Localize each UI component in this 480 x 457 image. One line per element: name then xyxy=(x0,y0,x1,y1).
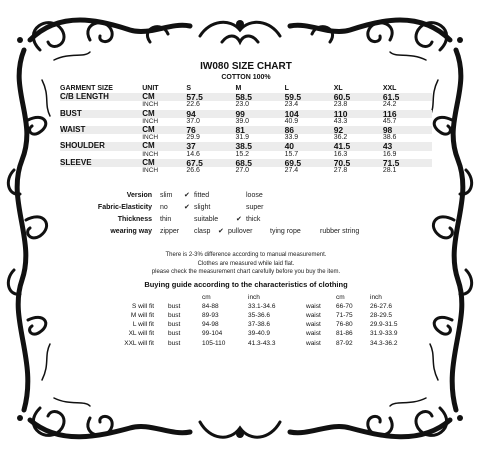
guide-cell: 29.9-31.5 xyxy=(370,321,398,329)
guide-row xyxy=(90,339,397,348)
inch-value: 24.2 xyxy=(382,101,397,109)
garment-name: WAIST xyxy=(60,126,142,134)
unit-label: INCH xyxy=(142,101,159,109)
guide-header xyxy=(90,293,397,302)
header-size: M xyxy=(235,85,242,93)
cm-value: 99 xyxy=(235,110,284,118)
inch-value: 36.2 xyxy=(333,134,348,142)
table-row xyxy=(60,93,432,101)
header-size: XL xyxy=(333,85,343,93)
cm-value: 70.5 xyxy=(334,159,383,167)
guide-cell: 99-104 xyxy=(202,330,223,338)
guide-cell: 76-80 xyxy=(336,321,353,329)
guide-cell: 34.3-36.2 xyxy=(370,339,398,347)
cm-value: 71.5 xyxy=(383,159,432,167)
inch-value: 23.0 xyxy=(235,101,250,109)
inch-value: 29.9 xyxy=(186,134,200,142)
note-line: Clothes are measured while laid flat. xyxy=(197,260,295,267)
inch-value: 40.9 xyxy=(284,117,299,125)
option-text: slight xyxy=(194,203,211,211)
guide-cell xyxy=(306,293,336,302)
measurement-notes xyxy=(60,251,432,277)
guide-cell: bust xyxy=(168,312,181,320)
inch-value: 39.0 xyxy=(235,117,250,125)
table-row xyxy=(60,167,432,175)
guide-cell: 66-70 xyxy=(336,302,353,310)
guide-row xyxy=(90,302,397,311)
guide-cell xyxy=(168,293,202,302)
option-text: rubber string xyxy=(320,227,360,235)
option-text: zipper xyxy=(160,227,180,235)
cm-value: 37 xyxy=(186,142,235,150)
header-size: XXL xyxy=(382,85,397,93)
cm-value: 110 xyxy=(334,110,383,118)
cm-value: 76 xyxy=(186,126,235,134)
table-row xyxy=(60,126,432,134)
guide-cell: waist xyxy=(306,312,321,320)
cm-value: 60.5 xyxy=(334,93,383,101)
unit-label: INCH xyxy=(142,166,159,174)
cm-value: 86 xyxy=(285,126,334,134)
feature-row-version xyxy=(60,189,432,201)
inch-value: 31.9 xyxy=(235,134,250,142)
guide-cell: 105-110 xyxy=(202,339,226,347)
guide-cell: L will fit xyxy=(132,321,154,329)
guide-cell: 71-75 xyxy=(336,312,353,320)
option-text: tying rope xyxy=(270,227,301,235)
unit-label: INCH xyxy=(142,150,159,158)
table-row xyxy=(60,118,432,126)
inch-value: 22.6 xyxy=(186,101,200,109)
cm-value: 67.5 xyxy=(186,159,235,167)
option-text: suitable xyxy=(194,215,219,223)
option-text: loose xyxy=(246,191,263,199)
header-size: S xyxy=(186,85,191,93)
table-row xyxy=(60,159,432,167)
feature-row-elasticity xyxy=(60,201,432,213)
cm-value: 59.5 xyxy=(285,93,334,101)
material-label: COTTON 100% xyxy=(221,74,271,81)
option-text: thin xyxy=(160,215,172,223)
note-line: please check the measurement chart carefully before you buy the item. xyxy=(151,269,341,276)
guide-cell: bust xyxy=(168,302,181,310)
cm-value: 69.5 xyxy=(285,159,334,167)
guide-row xyxy=(90,320,397,329)
garment-name: SLEEVE xyxy=(60,159,142,167)
feature-label: Thickness xyxy=(117,215,152,223)
header-garment: GARMENT SIZE xyxy=(60,85,113,93)
guide-cell xyxy=(90,293,168,302)
inch-value: 15.2 xyxy=(235,150,250,158)
cm-value: 98 xyxy=(383,126,432,134)
guide-cell: XL will fit xyxy=(128,330,154,338)
guide-cell: 94-98 xyxy=(202,321,219,329)
guide-cell: bust xyxy=(168,321,181,329)
guide-cell: inch xyxy=(370,293,382,301)
check-icon: ✔ xyxy=(184,204,190,212)
guide-cell: XXL will fit xyxy=(124,339,154,347)
page-title: IW080 SIZE CHART xyxy=(200,61,292,72)
check-icon: ✔ xyxy=(184,192,190,200)
inch-value: 23.8 xyxy=(333,101,348,109)
inch-value: 16.9 xyxy=(382,150,397,158)
cm-value: 104 xyxy=(285,110,334,118)
guide-cell: waist xyxy=(306,339,321,347)
option-text: no xyxy=(160,203,168,211)
feature-label: wearing way xyxy=(110,227,152,235)
header-unit: UNIT xyxy=(142,85,159,93)
buying-guide-title: Buying guide according to the characteristics of clothing xyxy=(144,279,348,289)
cm-value: 58.5 xyxy=(235,93,284,101)
guide-cell: 84-88 xyxy=(202,302,219,310)
guide-cell: 37-38.6 xyxy=(248,321,271,329)
inch-value: 38.6 xyxy=(382,134,397,142)
unit-label: CM xyxy=(142,110,186,118)
garment-name: C/B LENGTH xyxy=(60,93,142,101)
cm-value: 61.5 xyxy=(383,93,432,101)
inch-value: 16.3 xyxy=(333,150,348,158)
cm-value: 57.5 xyxy=(186,93,235,101)
guide-row xyxy=(90,311,397,320)
note-line: There is 2-3% difference according to manual measurement. xyxy=(165,252,327,259)
guide-cell: 35-36.6 xyxy=(248,312,271,320)
guide-cell: cm xyxy=(336,293,345,301)
buying-guide-table xyxy=(90,293,397,348)
cm-value: 116 xyxy=(383,110,432,118)
guide-cell: 26-27.6 xyxy=(370,302,393,310)
inch-value: 45.7 xyxy=(382,117,397,125)
inch-value: 28.1 xyxy=(382,166,397,174)
garment-name: BUST xyxy=(60,110,142,118)
guide-cell: waist xyxy=(306,330,321,338)
inch-value: 23.4 xyxy=(284,101,299,109)
option-text: super xyxy=(246,203,264,211)
feature-row-wearing-way xyxy=(60,225,432,237)
feature-list xyxy=(60,189,432,237)
guide-cell: 31.9-33.9 xyxy=(370,330,398,338)
inch-value: 43.3 xyxy=(333,117,348,125)
guide-cell: 28-29.5 xyxy=(370,312,393,320)
feature-label: Version xyxy=(126,191,152,199)
feature-label: Fabric-Elasticity xyxy=(97,203,152,211)
table-row xyxy=(60,110,432,118)
guide-cell: waist xyxy=(306,302,321,310)
table-row xyxy=(60,101,432,109)
chart-content xyxy=(60,58,432,403)
cm-value: 40 xyxy=(285,142,334,150)
unit-label: CM xyxy=(142,159,186,167)
option-text: pullover xyxy=(228,227,253,235)
unit-label: INCH xyxy=(142,117,159,125)
guide-cell: 39-40.9 xyxy=(248,330,271,338)
guide-cell: M will fit xyxy=(130,312,154,320)
option-text: clasp xyxy=(194,227,211,235)
option-text: slim xyxy=(160,191,173,199)
guide-cell: 33.1-34.6 xyxy=(248,302,276,310)
inch-value: 27.0 xyxy=(235,166,250,174)
check-icon: ✔ xyxy=(236,216,242,224)
cm-value: 68.5 xyxy=(235,159,284,167)
guide-cell: S will fit xyxy=(131,302,154,310)
unit-label: CM xyxy=(142,93,186,101)
guide-cell: bust xyxy=(168,339,181,347)
cm-value: 94 xyxy=(186,110,235,118)
inch-value: 26.6 xyxy=(186,166,200,174)
cm-value: 38.5 xyxy=(235,142,284,150)
cm-value: 92 xyxy=(334,126,383,134)
cm-value: 43 xyxy=(383,142,432,150)
guide-row xyxy=(90,329,397,338)
unit-label: CM xyxy=(142,126,186,134)
guide-cell: waist xyxy=(306,321,321,329)
guide-cell: 41.3-43.3 xyxy=(248,339,276,347)
inch-value: 37.0 xyxy=(186,117,200,125)
cm-value: 81 xyxy=(235,126,284,134)
inch-value: 27.4 xyxy=(284,166,299,174)
check-icon: ✔ xyxy=(218,228,224,236)
cm-value: 41.5 xyxy=(334,142,383,150)
unit-label: CM xyxy=(142,142,186,150)
garment-name: SHOULDER xyxy=(60,142,142,150)
guide-cell: 81-86 xyxy=(336,330,353,338)
inch-value: 15.7 xyxy=(284,150,299,158)
guide-cell: cm xyxy=(202,293,211,301)
unit-label: INCH xyxy=(142,134,159,142)
header-size: L xyxy=(284,85,289,93)
inch-value: 33.9 xyxy=(284,134,299,142)
inch-value: 14.6 xyxy=(186,150,200,158)
table-row xyxy=(60,142,432,150)
option-text: fitted xyxy=(194,191,210,199)
guide-cell: 87-92 xyxy=(336,339,353,347)
guide-cell: 89-93 xyxy=(202,312,219,320)
guide-cell: inch xyxy=(248,293,260,301)
inch-value: 27.8 xyxy=(333,166,348,174)
guide-cell: bust xyxy=(168,330,181,338)
size-table xyxy=(60,85,432,175)
feature-row-thickness xyxy=(60,213,432,225)
option-text: thick xyxy=(246,215,261,223)
